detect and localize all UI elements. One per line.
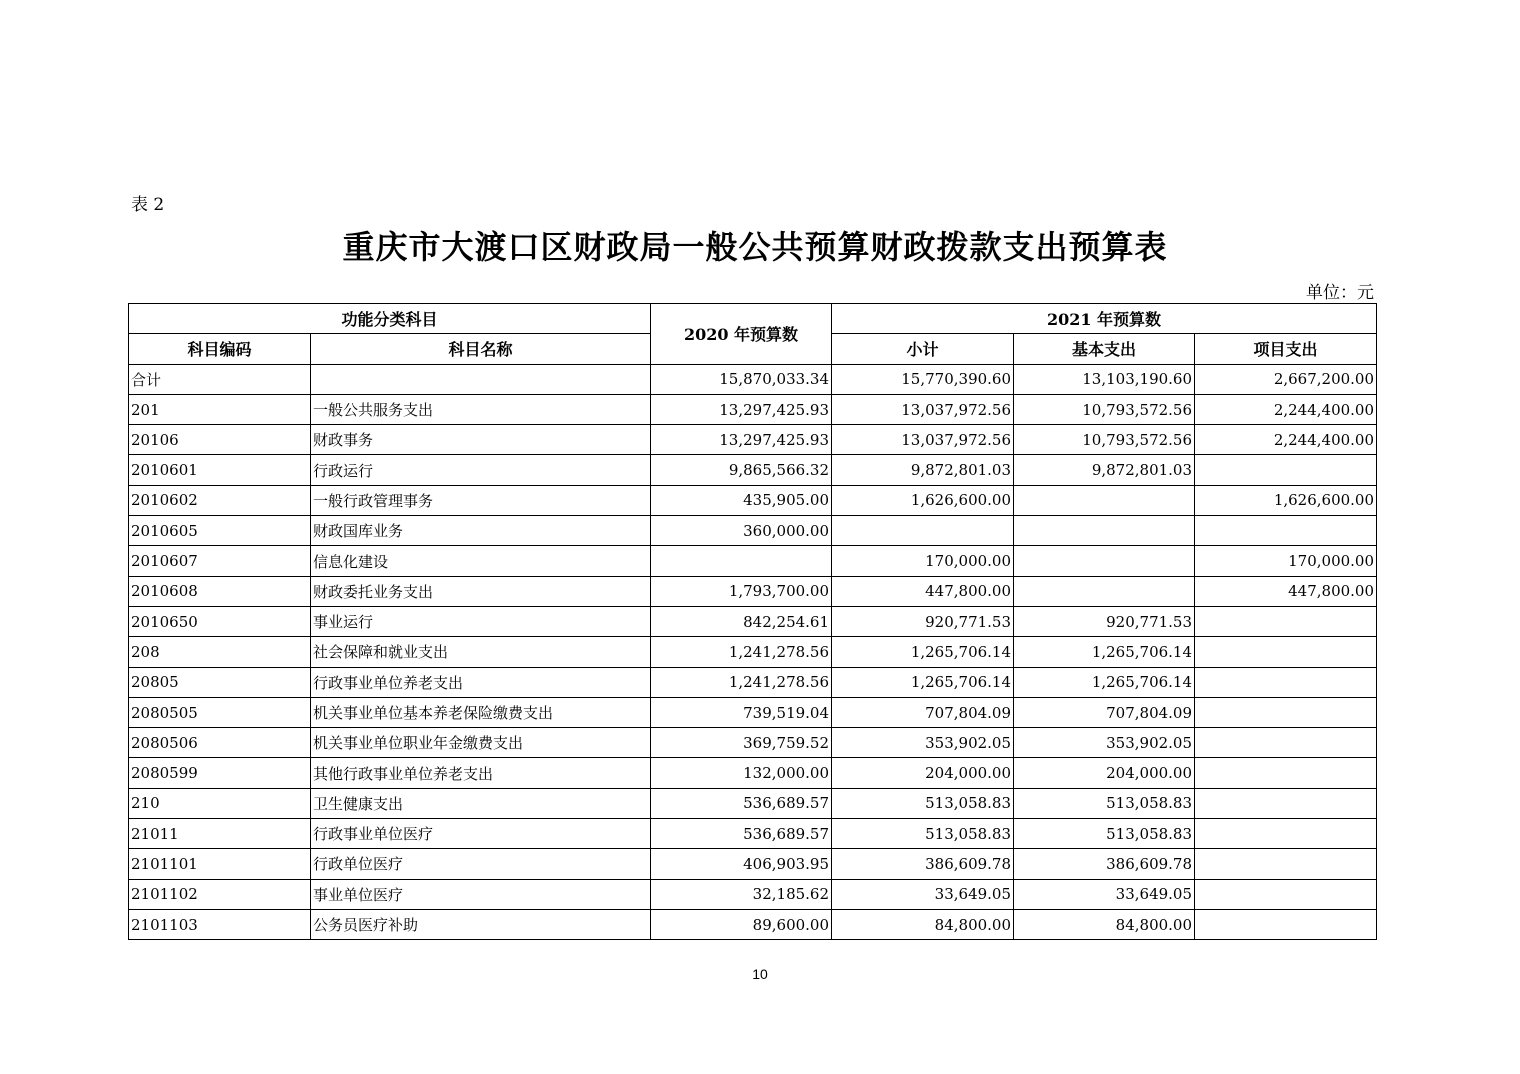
row-code: 2101101 bbox=[129, 849, 311, 879]
row-project bbox=[1195, 788, 1377, 818]
row-subtotal: 13,037,972.56 bbox=[832, 425, 1014, 455]
row-name: 机关事业单位职业年金缴费支出 bbox=[311, 728, 651, 758]
row-code: 2010607 bbox=[129, 546, 311, 576]
row-2020: 360,000.00 bbox=[651, 516, 832, 546]
table-row bbox=[129, 516, 1377, 546]
row-subtotal: 170,000.00 bbox=[832, 546, 1014, 576]
table-row bbox=[129, 788, 1377, 818]
row-subtotal: 920,771.53 bbox=[832, 606, 1014, 636]
row-project bbox=[1195, 879, 1377, 909]
budget-table bbox=[128, 303, 1377, 940]
row-subtotal: 15,770,390.60 bbox=[832, 364, 1014, 394]
row-2020: 1,241,278.56 bbox=[651, 637, 832, 667]
row-basic: 920,771.53 bbox=[1014, 606, 1195, 636]
row-subtotal: 386,609.78 bbox=[832, 849, 1014, 879]
row-name: 行政事业单位医疗 bbox=[311, 819, 651, 849]
row-code: 合计 bbox=[129, 364, 311, 394]
row-2020: 132,000.00 bbox=[651, 758, 832, 788]
row-basic: 13,103,190.60 bbox=[1014, 364, 1195, 394]
row-subtotal: 707,804.09 bbox=[832, 697, 1014, 727]
row-2020: 406,903.95 bbox=[651, 849, 832, 879]
row-basic bbox=[1014, 485, 1195, 515]
row-code: 2010608 bbox=[129, 576, 311, 606]
table-row bbox=[129, 485, 1377, 515]
row-name: 财政国库业务 bbox=[311, 516, 651, 546]
row-code: 2010605 bbox=[129, 516, 311, 546]
row-code: 2010602 bbox=[129, 485, 311, 515]
row-name: 事业单位医疗 bbox=[311, 879, 651, 909]
header-basic: 基本支出 bbox=[1014, 334, 1195, 364]
row-subtotal: 513,058.83 bbox=[832, 819, 1014, 849]
row-basic: 513,058.83 bbox=[1014, 819, 1195, 849]
row-subtotal: 84,800.00 bbox=[832, 909, 1014, 939]
header-function-group: 功能分类科目 bbox=[129, 304, 651, 334]
row-code: 208 bbox=[129, 637, 311, 667]
row-project bbox=[1195, 455, 1377, 485]
row-basic bbox=[1014, 576, 1195, 606]
row-2020: 1,793,700.00 bbox=[651, 576, 832, 606]
row-subtotal bbox=[832, 516, 1014, 546]
row-2020: 842,254.61 bbox=[651, 606, 832, 636]
row-subtotal: 1,265,706.14 bbox=[832, 637, 1014, 667]
row-2020: 1,241,278.56 bbox=[651, 667, 832, 697]
row-subtotal: 1,626,600.00 bbox=[832, 485, 1014, 515]
row-project bbox=[1195, 909, 1377, 939]
row-project bbox=[1195, 819, 1377, 849]
table-row bbox=[129, 394, 1377, 424]
row-name: 行政单位医疗 bbox=[311, 849, 651, 879]
row-basic: 353,902.05 bbox=[1014, 728, 1195, 758]
row-subtotal: 1,265,706.14 bbox=[832, 667, 1014, 697]
row-project bbox=[1195, 728, 1377, 758]
table-row bbox=[129, 425, 1377, 455]
table-row bbox=[129, 455, 1377, 485]
row-basic: 9,872,801.03 bbox=[1014, 455, 1195, 485]
header-subtotal: 小计 bbox=[832, 334, 1014, 364]
row-code: 20106 bbox=[129, 425, 311, 455]
row-project bbox=[1195, 849, 1377, 879]
table-row bbox=[129, 728, 1377, 758]
page-number: 10 bbox=[752, 966, 768, 982]
row-project: 2,244,400.00 bbox=[1195, 425, 1377, 455]
row-subtotal: 13,037,972.56 bbox=[832, 394, 1014, 424]
row-basic: 386,609.78 bbox=[1014, 849, 1195, 879]
table-row bbox=[129, 667, 1377, 697]
table-row bbox=[129, 364, 1377, 394]
row-name: 财政事务 bbox=[311, 425, 651, 455]
row-subtotal: 353,902.05 bbox=[832, 728, 1014, 758]
row-project bbox=[1195, 516, 1377, 546]
row-basic: 513,058.83 bbox=[1014, 788, 1195, 818]
row-subtotal: 9,872,801.03 bbox=[832, 455, 1014, 485]
row-name bbox=[311, 364, 651, 394]
row-project bbox=[1195, 758, 1377, 788]
row-basic: 10,793,572.56 bbox=[1014, 394, 1195, 424]
header-2020-budget: 2020 年预算数 bbox=[651, 304, 832, 365]
row-subtotal: 513,058.83 bbox=[832, 788, 1014, 818]
row-subtotal: 33,649.05 bbox=[832, 879, 1014, 909]
table-row bbox=[129, 909, 1377, 939]
row-basic: 10,793,572.56 bbox=[1014, 425, 1195, 455]
row-code: 2010601 bbox=[129, 455, 311, 485]
row-code: 2080505 bbox=[129, 697, 311, 727]
row-name: 财政委托业务支出 bbox=[311, 576, 651, 606]
table-row bbox=[129, 637, 1377, 667]
row-name: 一般公共服务支出 bbox=[311, 394, 651, 424]
row-2020: 15,870,033.34 bbox=[651, 364, 832, 394]
row-2020: 13,297,425.93 bbox=[651, 394, 832, 424]
row-name: 信息化建设 bbox=[311, 546, 651, 576]
row-project bbox=[1195, 637, 1377, 667]
header-name: 科目名称 bbox=[311, 334, 651, 364]
row-name: 其他行政事业单位养老支出 bbox=[311, 758, 651, 788]
row-2020: 536,689.57 bbox=[651, 819, 832, 849]
row-2020: 13,297,425.93 bbox=[651, 425, 832, 455]
row-basic bbox=[1014, 546, 1195, 576]
row-code: 20805 bbox=[129, 667, 311, 697]
row-basic: 707,804.09 bbox=[1014, 697, 1195, 727]
row-name: 行政运行 bbox=[311, 455, 651, 485]
row-name: 一般行政管理事务 bbox=[311, 485, 651, 515]
row-project bbox=[1195, 667, 1377, 697]
row-name: 机关事业单位基本养老保险缴费支出 bbox=[311, 697, 651, 727]
row-project: 170,000.00 bbox=[1195, 546, 1377, 576]
row-2020 bbox=[651, 546, 832, 576]
table-row bbox=[129, 576, 1377, 606]
row-basic: 204,000.00 bbox=[1014, 758, 1195, 788]
table-row bbox=[129, 879, 1377, 909]
row-2020: 536,689.57 bbox=[651, 788, 832, 818]
row-2020: 89,600.00 bbox=[651, 909, 832, 939]
table-row bbox=[129, 819, 1377, 849]
row-code: 2080506 bbox=[129, 728, 311, 758]
row-basic: 1,265,706.14 bbox=[1014, 637, 1195, 667]
header-project: 项目支出 bbox=[1195, 334, 1377, 364]
row-code: 2010650 bbox=[129, 606, 311, 636]
row-code: 21011 bbox=[129, 819, 311, 849]
row-2020: 32,185.62 bbox=[651, 879, 832, 909]
row-subtotal: 447,800.00 bbox=[832, 576, 1014, 606]
table-row bbox=[129, 849, 1377, 879]
row-project bbox=[1195, 697, 1377, 727]
row-2020: 9,865,566.32 bbox=[651, 455, 832, 485]
row-basic: 84,800.00 bbox=[1014, 909, 1195, 939]
header-2021-group: 2021 年预算数 bbox=[832, 304, 1377, 334]
row-code: 2101103 bbox=[129, 909, 311, 939]
row-name: 卫生健康支出 bbox=[311, 788, 651, 818]
row-name: 行政事业单位养老支出 bbox=[311, 667, 651, 697]
row-project: 2,244,400.00 bbox=[1195, 394, 1377, 424]
row-2020: 435,905.00 bbox=[651, 485, 832, 515]
unit-label: 单位：元 bbox=[1306, 283, 1374, 303]
header-code: 科目编码 bbox=[129, 334, 311, 364]
row-basic: 33,649.05 bbox=[1014, 879, 1195, 909]
row-name: 社会保障和就业支出 bbox=[311, 637, 651, 667]
table-label: 表 2 bbox=[131, 195, 165, 215]
row-basic bbox=[1014, 516, 1195, 546]
row-name: 事业运行 bbox=[311, 606, 651, 636]
row-project: 1,626,600.00 bbox=[1195, 485, 1377, 515]
row-code: 2101102 bbox=[129, 879, 311, 909]
row-code: 210 bbox=[129, 788, 311, 818]
row-project: 447,800.00 bbox=[1195, 576, 1377, 606]
row-2020: 369,759.52 bbox=[651, 728, 832, 758]
row-code: 201 bbox=[129, 394, 311, 424]
page-title: 重庆市大渡口区财政局一般公共预算财政拨款支出预算表 bbox=[342, 228, 1168, 266]
table-row bbox=[129, 697, 1377, 727]
table-row bbox=[129, 758, 1377, 788]
row-code: 2080599 bbox=[129, 758, 311, 788]
table-row bbox=[129, 546, 1377, 576]
row-project: 2,667,200.00 bbox=[1195, 364, 1377, 394]
row-basic: 1,265,706.14 bbox=[1014, 667, 1195, 697]
row-name: 公务员医疗补助 bbox=[311, 909, 651, 939]
row-2020: 739,519.04 bbox=[651, 697, 832, 727]
table-row bbox=[129, 606, 1377, 636]
row-project bbox=[1195, 606, 1377, 636]
row-subtotal: 204,000.00 bbox=[832, 758, 1014, 788]
